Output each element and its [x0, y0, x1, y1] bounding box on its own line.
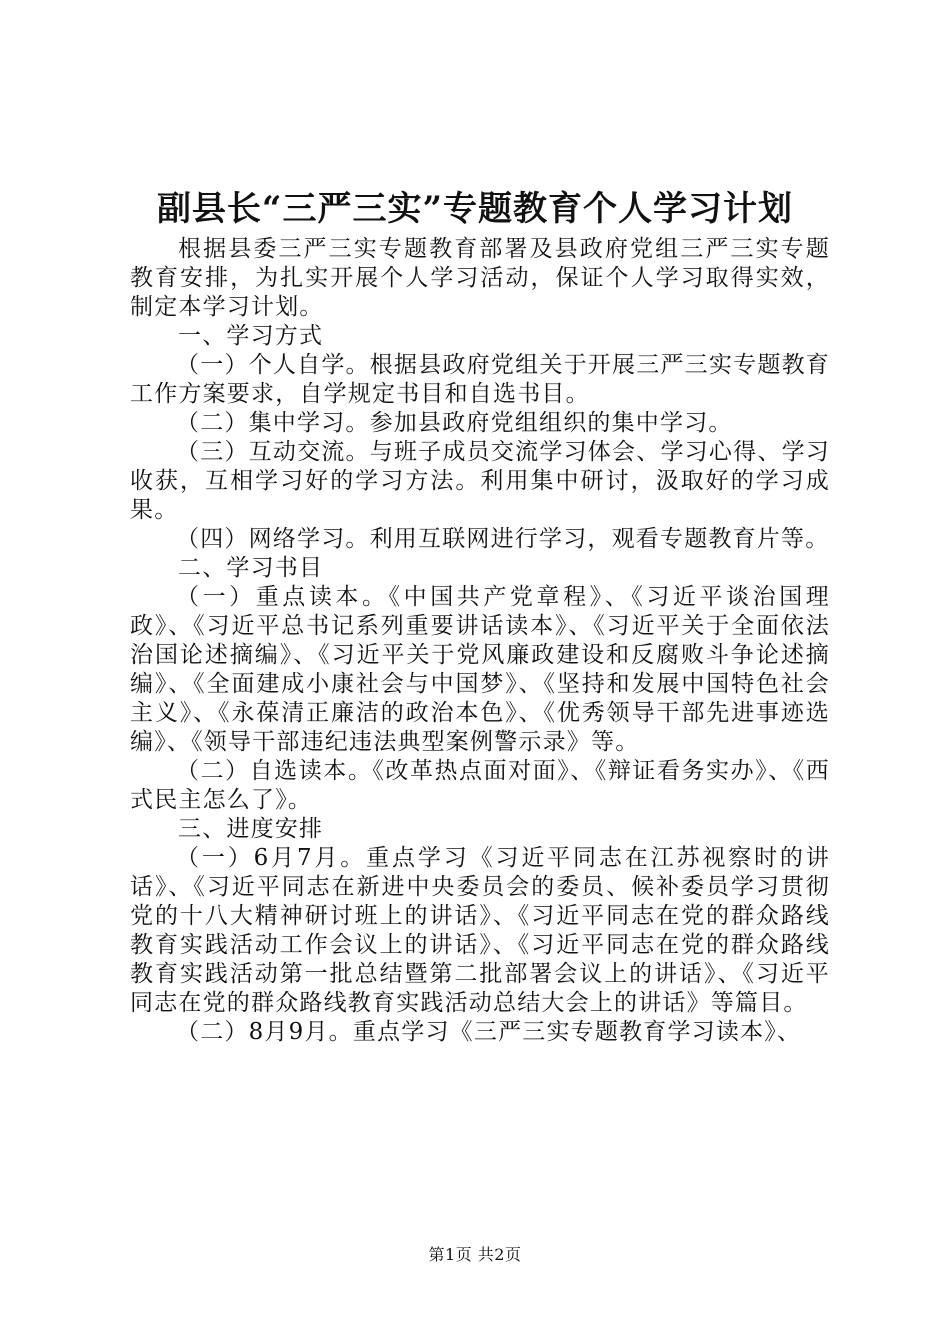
paragraph-2-2: （二）自选读本。《改革热点面对面》、《辩证看务实办》、《西式民主怎么了》。 [130, 758, 830, 813]
paragraph-1-1: （一）个人自学。根据县政府党组关于开展三严三实专题教育工作方案要求，自学规定书目和自选书目。 [130, 352, 830, 407]
document-body [130, 235, 830, 1047]
paragraph-1-2: （二）集中学习。参加县政府党组组织的集中学习。 [176, 410, 733, 436]
section-heading-3: 三、进度安排 [178, 816, 324, 842]
paragraph-1-3: （三）互动交流。与班子成员交流学习体会、学习心得、学习收获，互相学习好的学习方法。利用集中研讨，汲取好的学习成果。 [130, 439, 830, 523]
page-footer: 第1页 共2页 [428, 1245, 522, 1264]
intro-paragraph: 根据县委三严三实专题教育部署及县政府党组三严三实专题教育安排，为扎实开展个人学习活动，保证个人学习取得实效，制定本学习计划。 [130, 236, 830, 320]
paragraph-1-4: （四）网络学习。利用互联网进行学习，观看专题教育片等。 [176, 526, 830, 552]
section-heading-1: 一、学习方式 [178, 323, 324, 349]
paragraph-3-1: （一）6月7月。重点学习《习近平同志在江苏视察时的讲话》、《习近平同志在新进中央委员会的委员、候补委员学习贯彻党的十八大精神研讨班上的讲话》、《习近平同志在党的群众路线教育实践活动工作会议上的讲话》、《习近平同志在党的群众路线教育实践活动第一批总结暨第二批部署会议上的讲话》、《习近平同志在党的群众路线教育实践活动总结大会上的讲话》等篇目。 [130, 845, 830, 1016]
paragraph-2-1: （一）重点读本。《中国共产党章程》、《习近平谈治国理政》、《习近平总书记系列重要讲话读本》、《习近平关于全面依法治国论述摘编》、《习近平关于党风廉政建设和反腐败斗争论述摘编》、《全面建成小康社会与中国梦》、《坚持和发展中国特色社会主义》、《永葆清正廉洁的政治本色》、《优秀领导干部先进事迹选编》、《领导干部违纪违法典型案例警示录》等。 [130, 584, 830, 755]
paragraph-3-2: （二）8月9月。重点学习《三严三实专题教育学习读本》、 [176, 1019, 802, 1045]
section-heading-2: 二、学习书目 [178, 555, 324, 581]
document-title: 副县长“三严三实”专题教育个人学习计划 [156, 189, 794, 229]
